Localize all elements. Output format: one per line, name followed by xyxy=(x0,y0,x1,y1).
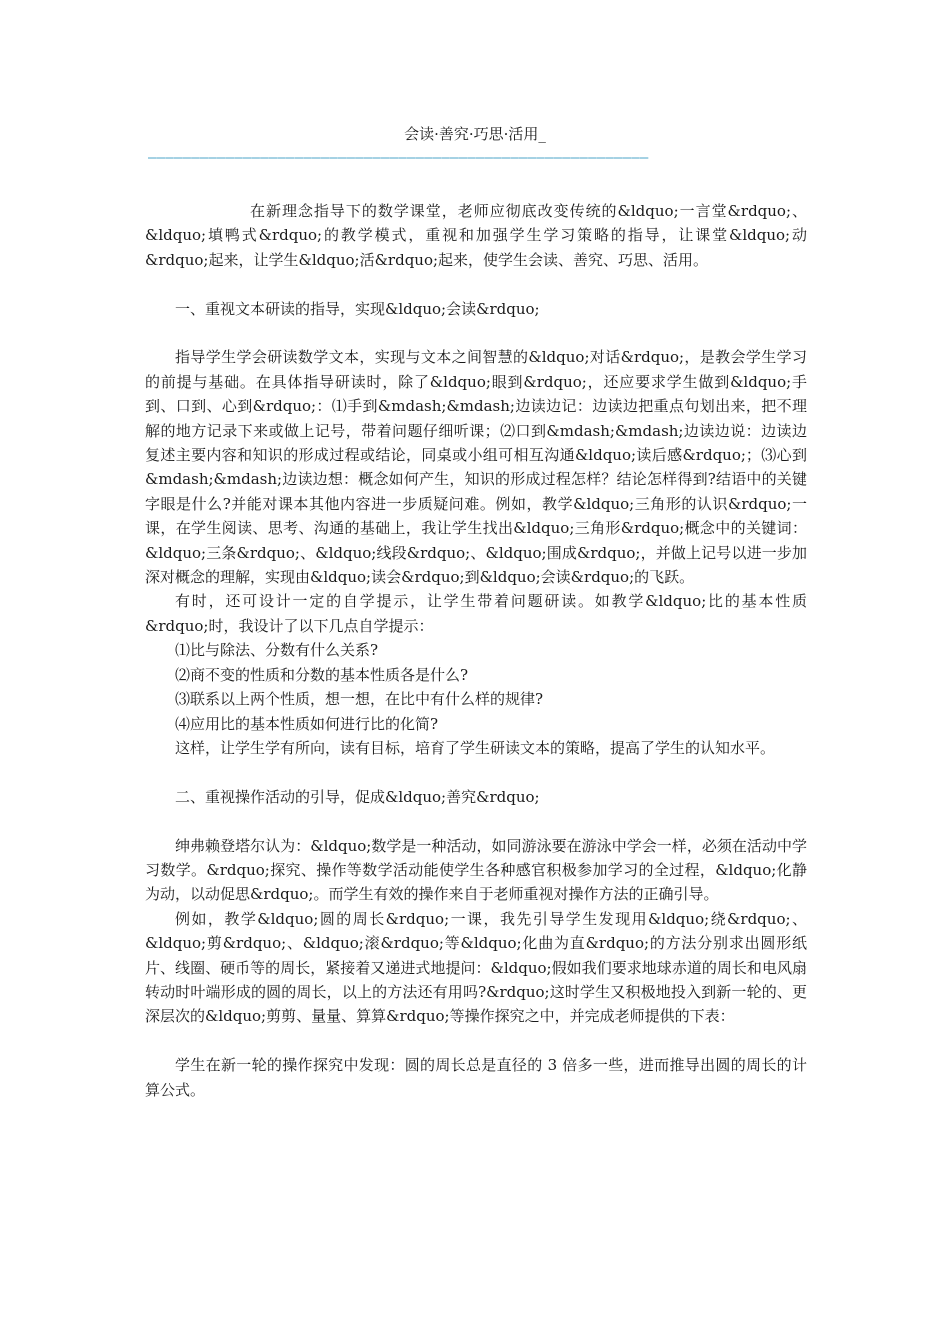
page-title: 会读·善究·巧思·活用_ xyxy=(404,125,546,143)
paragraph: 绅弗赖登塔尔认为：&ldquo;数学是一种活动，如同游泳要在游泳中学会一样，必须在活动中学习数学。&rdquo;探究、操作等数学活动能使学生各种感官积极参加学习的全过程，&ldquo;化静为动，以动促思&rdquo;。而学生有效的操作来自于老师重视对操作方法的正确引导。 xyxy=(145,836,807,904)
section-heading-1: 一、重视文本研读的指导，实现&ldquo;会读&rdquo; xyxy=(175,299,540,318)
list-item: ⑴比与除法、分数有什么关系? xyxy=(175,641,379,660)
document-body xyxy=(145,199,807,1102)
paragraph: 例如，教学&ldquo;圆的周长&rdquo;一课，我先引导学生发现用&ldquo;绕&rdquo;、&ldquo;剪&rdquo;、&ldquo;滚&rdquo;等&ldquo;化曲为直&rdquo;的方法分别求出圆形纸片、线圈、硬币等的周长，紧接着又递进式地提问：&ldquo;假如我们要求地球赤道的周长和电风扇转动时叶端形成的圆的周长，以上的方法还有用吗?&rdquo;这时学生又积极地投入到新一轮的、更深层次的&ldquo;剪剪、量量、算算&rdquo;等操作探究之中，并完成老师提供的下表： xyxy=(145,909,807,1026)
list-item: ⑷应用比的基本性质如何进行比的化简? xyxy=(175,714,439,733)
paragraph: 这样，让学生学有所向，读有目标，培育了学生研读文本的策略，提高了学生的认知水平。 xyxy=(175,738,776,757)
paragraph: 学生在新一轮的操作探究中发现：圆的周长总是直径的 3 倍多一些，进而推导出圆的周长的计算公式。 xyxy=(145,1056,807,1099)
list-item: ⑶联系以上两个性质，想一想，在比中有什么样的规律? xyxy=(175,690,544,709)
title-divider: —————————————————————————————————————————————————————————— xyxy=(148,150,649,166)
list-item: ⑵商不变的性质和分数的基本性质各是什么? xyxy=(175,665,469,684)
paragraph: 指导学生学会研读数学文本，实现与文本之间智慧的&ldquo;对话&rdquo;，是教会学生学习的前提与基础。在具体指导研读时，除了&ldquo;眼到&rdquo;，还应要求学生做到&ldquo;手到、口到、心到&rdquo;：⑴手到&mdash;&mdash;边读边记：边读边把重点句划出来，把不理解的地方记录下来或做上记号，带着问题仔细听课；⑵口到&mdash;&mdash;边读边说：边读边复述主要内容和知识的形成过程或结论，同桌或小组可相互沟通&ldquo;读后感&rdquo;；⑶心到&mdash;&mdash;边读边想：概念如何产生，知识的形成过程怎样？结论怎样得到?结语中的关键字眼是什么?并能对课本其他内容进一步质疑问难。例如，教学&ldquo;三角形的认识&rdquo;一课，在学生阅读、思考、沟通的基础上，我让学生找出&ldquo;三角形&rdquo;概念中的关键词：&ldquo;三条&rdquo;、&ldquo;线段&rdquo;、&ldquo;围成&rdquo;，并做上记号以进一步加深对概念的理解，实现由&ldquo;读会&rdquo;到&ldquo;会读&rdquo;的飞跃。 xyxy=(145,348,807,587)
intro-paragraph: 在新理念指导下的数学课堂，老师应彻底改变传统的&ldquo;一言堂&rdquo;、&ldquo;填鸭式&rdquo;的教学模式，重视和加强学生学习策略的指导，让课堂&ldquo;动&rdquo;起来，让学生&ldquo;活&rdquo;起来，使学生会读、善究、巧思、活用。 xyxy=(145,202,807,269)
paragraph: 有时，还可设计一定的自学提示，让学生带着问题研读。如教学&ldquo;比的基本性质&rdquo;时，我设计了以下几点自学提示： xyxy=(145,592,807,635)
section-heading-2: 二、重视操作活动的引导，促成&ldquo;善究&rdquo; xyxy=(175,787,540,806)
